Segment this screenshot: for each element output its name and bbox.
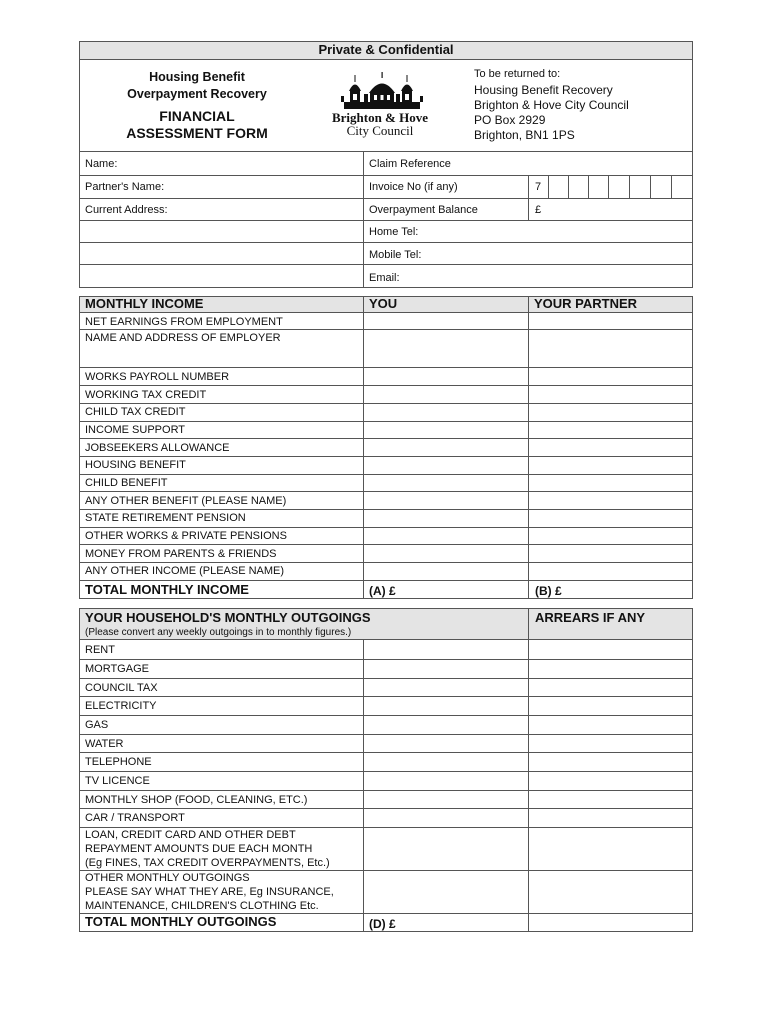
- total-outgoings-d-field[interactable]: [404, 915, 530, 930]
- income-row-label: STATE RETIREMENT PENSION: [85, 512, 246, 524]
- return-address-line: Brighton & Hove City Council: [474, 98, 629, 112]
- mobile-tel-label: Mobile Tel:: [369, 249, 422, 261]
- outgoing-amount-input[interactable]: [366, 680, 530, 695]
- return-address-line: Brighton, BN1 1PS: [474, 128, 575, 142]
- outgoing-amount-input[interactable]: [366, 810, 530, 826]
- outgoing-arrears-input[interactable]: [531, 680, 694, 695]
- income-you-input[interactable]: [366, 405, 530, 420]
- income-you-input[interactable]: [366, 369, 530, 384]
- income-you-input[interactable]: [366, 564, 530, 579]
- outgoing-arrears-input[interactable]: [531, 792, 694, 807]
- income-partner-input[interactable]: [531, 405, 694, 420]
- logo-text-line2: City Council: [346, 123, 414, 138]
- address-line2-field[interactable]: [82, 222, 363, 241]
- name-label: Name:: [85, 158, 118, 170]
- banner-text: Private & Confidential: [318, 42, 454, 57]
- email-field[interactable]: [405, 266, 694, 285]
- address-line3-field[interactable]: [82, 244, 363, 263]
- income-partner-input[interactable]: [531, 331, 694, 365]
- outgoings-col-arrears: ARREARS IF ANY: [535, 610, 646, 625]
- income-row-label: CHILD BENEFIT: [85, 477, 168, 489]
- loan-label-line: REPAYMENT AMOUNTS DUE EACH MONTH: [85, 843, 313, 855]
- outgoing-arrears-input[interactable]: [531, 661, 694, 677]
- outgoing-amount-input[interactable]: [366, 661, 530, 677]
- outgoing-arrears-input[interactable]: [531, 641, 694, 657]
- income-you-input[interactable]: [366, 493, 530, 508]
- outgoing-row-label: RENT: [85, 644, 115, 656]
- title-line1: Housing Benefit: [149, 70, 245, 84]
- income-partner-input[interactable]: [531, 423, 694, 437]
- address-line1-field[interactable]: [180, 200, 363, 219]
- income-partner-input[interactable]: [531, 314, 694, 328]
- total-income-a-field[interactable]: [403, 582, 530, 597]
- outgoing-arrears-input[interactable]: [531, 754, 694, 770]
- outgoing-arrears-input[interactable]: [531, 773, 694, 789]
- income-col-partner: YOUR PARTNER: [534, 296, 638, 311]
- income-row-label: OTHER WORKS & PRIVATE PENSIONS: [85, 530, 287, 542]
- name-field[interactable]: [125, 153, 363, 173]
- income-partner-input[interactable]: [531, 476, 694, 490]
- outgoing-amount-input[interactable]: [366, 872, 530, 912]
- income-heading: MONTHLY INCOME: [85, 296, 204, 311]
- outgoing-arrears-input[interactable]: [531, 810, 694, 826]
- income-you-input[interactable]: [366, 440, 530, 455]
- partner-name-label: Partner's Name:: [85, 181, 165, 193]
- income-row-label: NAME AND ADDRESS OF EMPLOYER: [85, 332, 281, 344]
- income-partner-input[interactable]: [531, 440, 694, 455]
- total-outgoings-label: TOTAL MONTHLY OUTGOINGS: [85, 914, 277, 929]
- home-tel-field[interactable]: [430, 222, 694, 241]
- return-intro: To be returned to:: [474, 68, 561, 80]
- outgoing-arrears-input[interactable]: [531, 829, 694, 869]
- other-outgoings-label-line: OTHER MONTHLY OUTGOINGS: [85, 872, 250, 884]
- home-tel-label: Home Tel:: [369, 226, 419, 238]
- income-partner-input[interactable]: [531, 564, 694, 579]
- income-row-label: WORKS PAYROLL NUMBER: [85, 371, 230, 383]
- title-line2: Overpayment Recovery: [127, 87, 267, 101]
- invoice-no-label: Invoice No (if any): [369, 181, 458, 193]
- income-you-input[interactable]: [366, 331, 530, 365]
- partner-name-field[interactable]: [175, 177, 363, 196]
- balance-currency: £: [535, 204, 542, 216]
- income-row-label: WORKING TAX CREDIT: [85, 389, 207, 401]
- outgoing-arrears-input[interactable]: [531, 717, 694, 733]
- outgoing-row-label: MONTHLY SHOP (FOOD, CLEANING, ETC.): [85, 794, 308, 806]
- income-partner-input[interactable]: [531, 493, 694, 508]
- outgoings-heading: YOUR HOUSEHOLD'S MONTHLY OUTGOINGS: [85, 610, 371, 625]
- income-row-label: ANY OTHER BENEFIT (PLEASE NAME): [85, 495, 287, 507]
- income-you-input[interactable]: [366, 476, 530, 490]
- outgoing-row-label: TV LICENCE: [85, 775, 150, 787]
- outgoing-amount-input[interactable]: [366, 829, 530, 869]
- income-partner-input[interactable]: [531, 511, 694, 526]
- form-title-line2: ASSESSMENT FORM: [126, 125, 268, 141]
- outgoing-row-label: TELEPHONE: [85, 756, 152, 768]
- income-row-label: NET EARNINGS FROM EMPLOYMENT: [85, 316, 283, 328]
- other-outgoings-label-line: PLEASE SAY WHAT THEY ARE, Eg INSURANCE,: [85, 886, 334, 898]
- total-income-a-label: (A) £: [369, 584, 396, 598]
- income-partner-input[interactable]: [531, 529, 694, 543]
- outgoing-row-label: ELECTRICITY: [85, 700, 157, 712]
- claim-reference-field[interactable]: [462, 153, 694, 173]
- income-you-input[interactable]: [366, 511, 530, 526]
- outgoing-row-label: GAS: [85, 719, 109, 731]
- outgoings-note: (Please convert any weekly outgoings in to monthly figures.): [85, 627, 352, 638]
- overpayment-balance-label: Overpayment Balance: [369, 204, 478, 216]
- outgoing-row-label: COUNCIL TAX: [85, 682, 158, 694]
- overpayment-balance-field[interactable]: [546, 200, 694, 219]
- total-income-b-field[interactable]: [568, 582, 694, 597]
- income-row-label: CHILD TAX CREDIT: [85, 406, 186, 418]
- outgoing-amount-input[interactable]: [366, 698, 530, 714]
- income-partner-input[interactable]: [531, 369, 694, 384]
- income-row-label: ANY OTHER INCOME (PLEASE NAME): [85, 565, 285, 577]
- income-you-input[interactable]: [366, 458, 530, 473]
- outgoing-amount-input[interactable]: [366, 717, 530, 733]
- income-row-label: INCOME SUPPORT: [85, 424, 186, 436]
- outgoing-amount-input[interactable]: [366, 773, 530, 789]
- logo-text-line1: Brighton & Hove: [331, 110, 429, 125]
- income-partner-input[interactable]: [531, 546, 694, 561]
- invoice-prefix: 7: [535, 181, 542, 193]
- council-logo-icon: [340, 72, 424, 112]
- outgoing-arrears-input[interactable]: [531, 698, 694, 714]
- income-row-label: HOUSING BENEFIT: [85, 459, 186, 471]
- income-you-input[interactable]: [366, 314, 530, 328]
- outgoing-amount-input[interactable]: [366, 641, 530, 657]
- income-row-label: JOBSEEKERS ALLOWANCE: [85, 442, 230, 454]
- mobile-tel-field[interactable]: [432, 244, 694, 263]
- total-income-b-label: (B) £: [535, 584, 562, 598]
- income-you-input[interactable]: [366, 546, 530, 561]
- income-partner-input[interactable]: [531, 387, 694, 402]
- outgoing-arrears-input[interactable]: [531, 872, 694, 912]
- income-row-label: MONEY FROM PARENTS & FRIENDS: [85, 548, 277, 560]
- outgoing-arrears-input[interactable]: [531, 736, 694, 751]
- income-you-input[interactable]: [366, 423, 530, 437]
- total-income-label: TOTAL MONTHLY INCOME: [85, 582, 249, 597]
- form-title-line1: FINANCIAL: [159, 108, 235, 124]
- email-label: Email:: [369, 272, 400, 284]
- return-address-line: PO Box 2929: [474, 113, 546, 127]
- address-line4-field[interactable]: [82, 266, 363, 285]
- income-col-you: YOU: [369, 296, 398, 311]
- other-outgoings-label-line: MAINTENANCE, CHILDREN'S CLOTHING Etc.: [85, 900, 319, 912]
- invoice-number-field[interactable]: [549, 177, 695, 196]
- outgoing-row-label: MORTGAGE: [85, 663, 149, 675]
- income-you-input[interactable]: [366, 387, 530, 402]
- total-outgoings-d-label: (D) £: [369, 917, 396, 931]
- outgoing-row-label: WATER: [85, 738, 124, 750]
- outgoing-row-label: CAR / TRANSPORT: [85, 812, 185, 824]
- claim-reference-label: Claim Reference: [369, 158, 451, 170]
- income-you-input[interactable]: [366, 529, 530, 543]
- income-partner-input[interactable]: [531, 458, 694, 473]
- current-address-label: Current Address:: [85, 204, 168, 216]
- return-address-line: Housing Benefit Recovery: [474, 83, 613, 97]
- outgoing-amount-input[interactable]: [366, 736, 530, 751]
- loan-label-line: LOAN, CREDIT CARD AND OTHER DEBT: [85, 829, 296, 841]
- outgoing-amount-input[interactable]: [366, 754, 530, 770]
- outgoing-amount-input[interactable]: [366, 792, 530, 807]
- loan-label-line: (Eg FINES, TAX CREDIT OVERPAYMENTS, Etc.): [85, 857, 330, 869]
